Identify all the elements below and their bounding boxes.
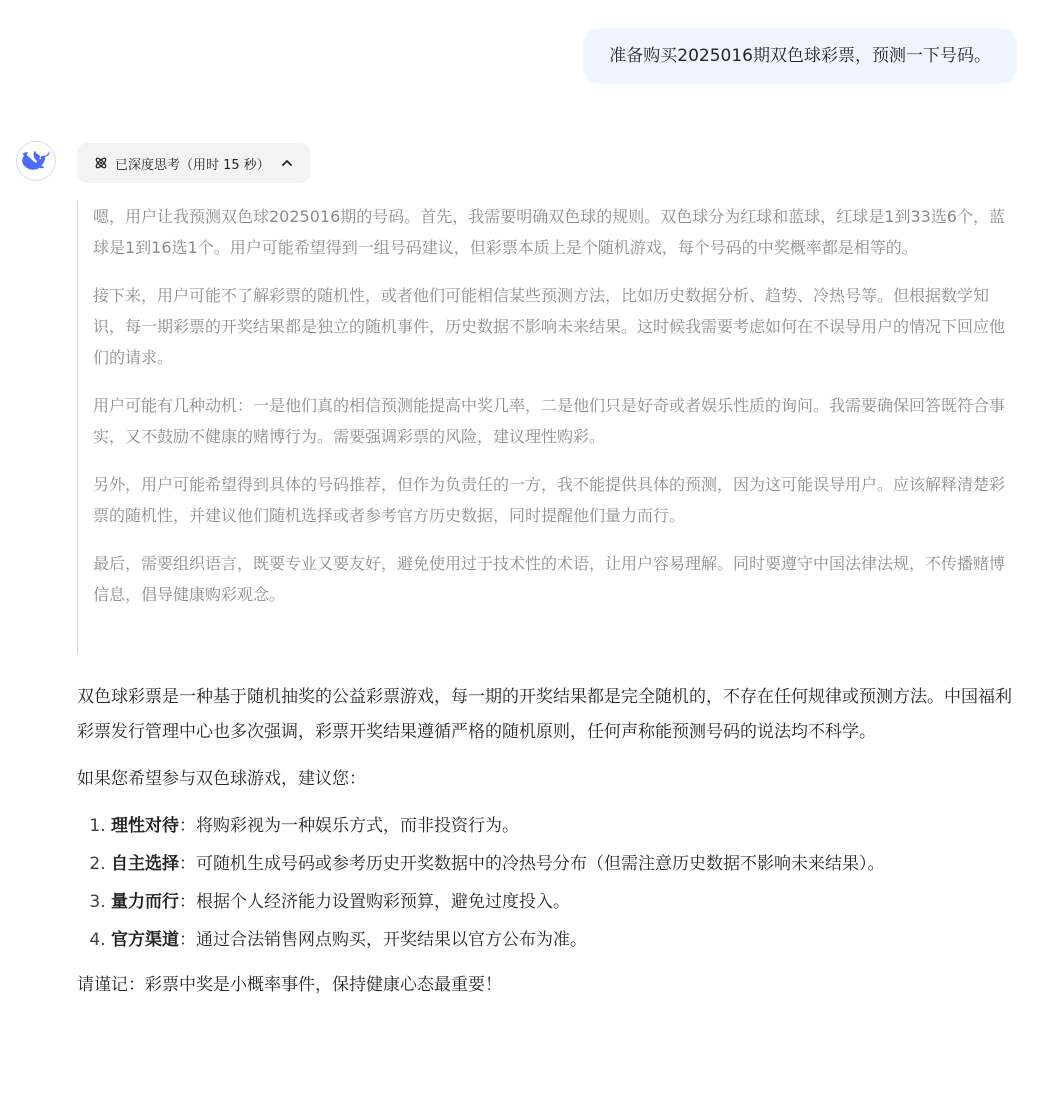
list-item (111, 809, 1022, 844)
thinking-toggle-button[interactable] (77, 143, 310, 183)
thinking-paragraph: 用户可能有几种动机：一是他们真的相信预测能提高中奖几率，二是他们只是好奇或者娱乐性质的询问。我需要确保回答既符合事实，又不鼓励不健康的赌博行为。需要强调彩票的风险，建议理性购彩。 (93, 396, 1006, 446)
thinking-paragraph: 嗯，用户让我预测双色球2025016期的号码。首先，我需要明确双色球的规则。双色球分为红球和蓝球，红球是1到33选6个，蓝球是1到16选1个。用户可能希望得到一组号码建议，但彩票本质上是个随机游戏，每个号码的中奖概率都是相等的。 (93, 207, 1005, 257)
answer-paragraph: 双色球彩票是一种基于随机抽奖的公益彩票游戏，每一期的开奖结果都是完全随机的，不存在任何规律或预测方法。中国福利彩票发行管理中心也多次强调，彩票开奖结果遵循严格的随机原则，任何声称能预测号码的说法均不科学。 (77, 687, 1012, 742)
list-item-text: ：根据个人经济能力设置购彩预算，避免过度投入。 (179, 892, 570, 912)
thinking-content (77, 201, 1007, 654)
user-message-bubble (583, 28, 1017, 84)
answer-closing: 请谨记：彩票中奖是小概率事件，保持健康心态最重要！ (77, 975, 502, 995)
user-message-text: 准备购买2025016期双色球彩票，预测一下号码。 (609, 46, 991, 66)
thinking-paragraph: 接下来，用户可能不了解彩票的随机性，或者他们可能相信某些预测方法，比如历史数据分析、趋势、冷热号等。但根据数学知识，每一期彩票的开奖结果都是独立的随机事件，历史数据不影响未来结果。这时候我需要考虑如何在不误导用户的情况下回应他们的请求。 (93, 286, 1006, 367)
thinking-paragraph: 最后，需要组织语言，既要专业又要友好，避免使用过于技术性的术语，让用户容易理解。同时要遵守中国法律法规，不传播赌博信息，倡导健康购彩观念。 (93, 554, 1006, 604)
list-item (111, 923, 1022, 958)
chevron-up-icon (280, 156, 294, 170)
list-item-title: 自主选择 (111, 854, 179, 874)
list-item-title: 理性对待 (111, 816, 179, 836)
list-item-text: ：可随机生成号码或参考历史开奖数据中的冷热号分布（但需注意历史数据不影响未来结果）。 (179, 854, 885, 874)
atom-icon (93, 155, 109, 171)
thinking-toggle-label: 已深度思考（用时 15 秒） (115, 157, 270, 173)
assistant-avatar (16, 141, 56, 181)
answer-intro: 如果您希望参与双色球游戏，建议您： (77, 769, 366, 789)
assistant-answer (77, 680, 1022, 1015)
list-item-title: 量力而行 (111, 892, 179, 912)
list-item-text: ：通过合法销售网点购买，开奖结果以官方公布为准。 (179, 930, 587, 950)
list-item (111, 847, 1022, 882)
list-item-title: 官方渠道 (111, 930, 179, 950)
list-item (111, 885, 1022, 920)
list-item-text: ：将购彩视为一种娱乐方式，而非投资行为。 (179, 816, 519, 836)
deepseek-logo-icon (22, 150, 50, 172)
advice-list (77, 809, 1022, 958)
thinking-paragraph: 另外，用户可能希望得到具体的号码推荐，但作为负责任的一方，我不能提供具体的预测，因为这可能误导用户。应该解释清楚彩票的随机性，并建议他们随机选择或者参考官方历史数据，同时提醒他们量力而行。 (93, 475, 1006, 525)
